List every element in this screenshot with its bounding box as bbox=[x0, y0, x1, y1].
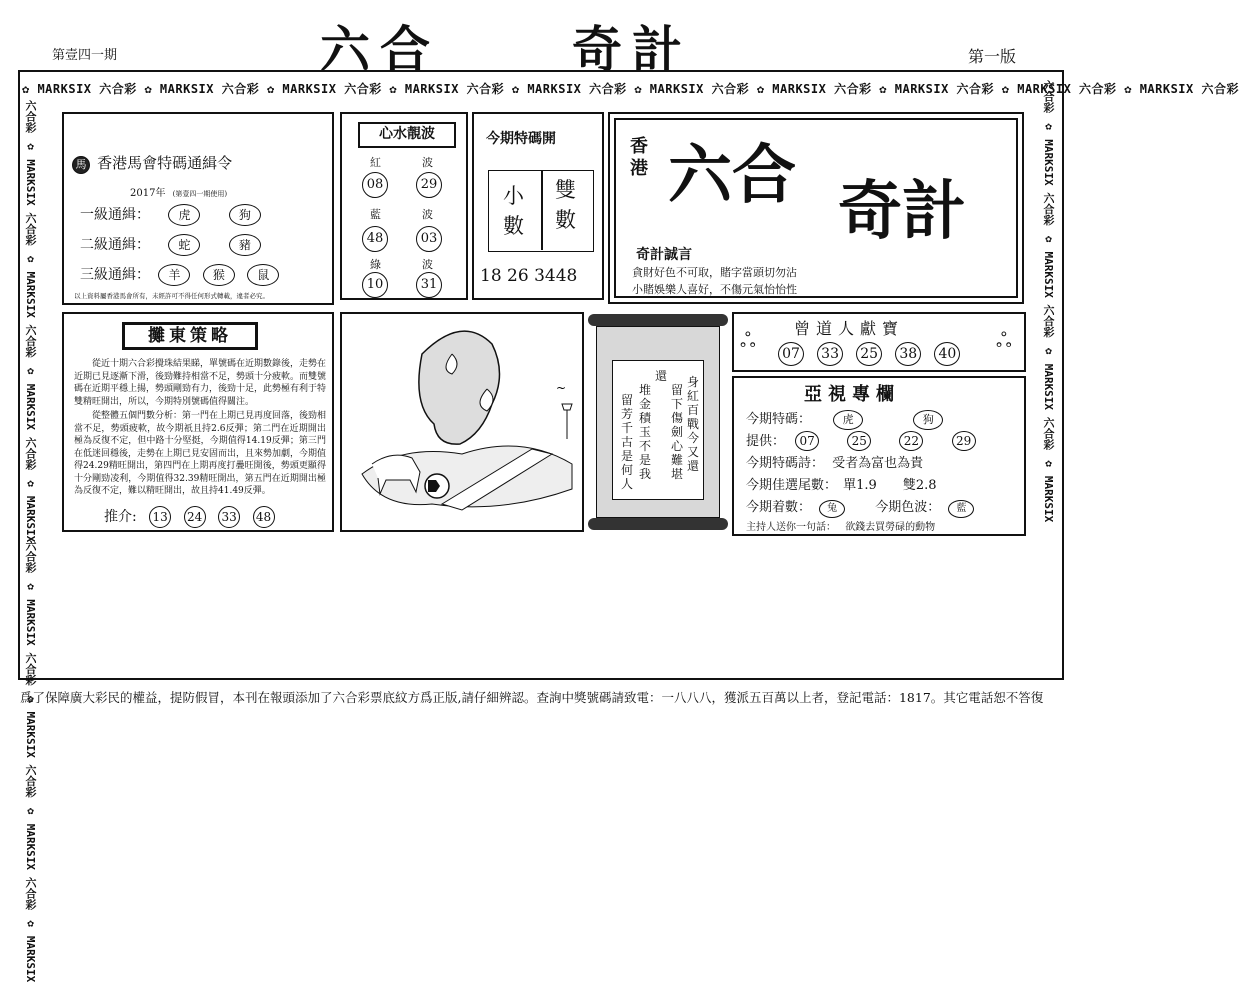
cartoon-illustration bbox=[342, 314, 582, 530]
issue-number: 第壹四一期 bbox=[52, 48, 118, 63]
wave-label: 波 bbox=[422, 156, 433, 169]
asia-special-label: 今期特碼： bbox=[746, 412, 812, 427]
scroll-col-2: 身紅百戰今又還 bbox=[687, 375, 700, 473]
zodiac-tag: 狗 bbox=[913, 410, 943, 430]
footer-notice: 爲了保障廣大彩民的權益，提防假冒，本刊在報頭添加了六合彩票底紋方爲正版,請仔細辨認。查詢中獎號碼請致電：一八八八，獲派五百萬以上者，登記電話：1817。其它電話恕不答復 bbox=[20, 690, 1044, 705]
strategy-title: 攤東策略 bbox=[122, 322, 258, 350]
wanted-panel bbox=[62, 112, 334, 305]
asia-poem-label: 今期特碼詩： bbox=[746, 456, 825, 471]
svg-text:~: ~ bbox=[556, 381, 567, 395]
strategy-paragraph-2: 從整體五個門數分析：第一門在上期已見再度回落，後勁相當不足，勢頭疲軟，故今期祇且持2.6反彈；第二門在近期開出極為反復不定，但中路十分堅挺，今期值得14.19反彈；第三門在低迷回穩後，走勢在上期已見安固而出，且來勢加劇，今期值得24.29精旺開出，第四門在上期再度打疊旺開後，勢頭更顯得十分剛勁凌利，今期值得32.39精旺開出，第五門在近期開出極為反復不定，難以精旺開出，故且持41.49反彈。 bbox=[74, 411, 327, 496]
scroll-col-5: 留芳千古是何人 bbox=[621, 393, 634, 491]
wanted-row-3 bbox=[80, 264, 279, 286]
flame-icon: ஃ bbox=[996, 328, 1012, 352]
heart-number: 48 bbox=[362, 226, 388, 252]
provide-number: 25 bbox=[847, 431, 871, 451]
wave-label: 波 bbox=[422, 258, 433, 271]
scroll-panel bbox=[588, 312, 728, 532]
special-left: 小數 bbox=[503, 184, 524, 238]
zodiac-tag: 羊 bbox=[158, 264, 190, 286]
logo-title-1: 六合 bbox=[668, 139, 796, 213]
asia-panel bbox=[732, 376, 1026, 536]
horse-icon: 馬 bbox=[72, 156, 90, 174]
pick-number: 13 bbox=[149, 506, 171, 528]
zodiac-tag: 猴 bbox=[203, 264, 235, 286]
scroll-bottom-rod bbox=[588, 518, 728, 530]
special-title: 今期特碼開 bbox=[486, 131, 556, 147]
wanted-title: 香港馬會特碼通緝令 bbox=[97, 154, 233, 172]
wanted-row-label: 一級通緝： bbox=[80, 207, 150, 223]
special-panel bbox=[472, 112, 604, 300]
asia-provide-label: 提供： bbox=[746, 434, 786, 449]
treasure-title: 曾道人獻寶 bbox=[794, 319, 905, 338]
color-tag: 藍 bbox=[948, 500, 974, 518]
logo-title-2: 奇計 bbox=[838, 175, 966, 249]
motto-line-1: 貪財好色不可取，賭字當頭切勿沾 bbox=[632, 266, 797, 279]
motto-line-2: 小賭娛樂人喜好，不傷元氣怡怡性 bbox=[632, 283, 797, 296]
treasure-number: 33 bbox=[817, 342, 843, 366]
heart-title: 心水靚波 bbox=[358, 122, 456, 148]
treasure-number: 07 bbox=[778, 342, 804, 366]
wave-label: 波 bbox=[422, 208, 433, 221]
edition-label: 第一版 bbox=[968, 47, 1017, 66]
wave-label: 藍 bbox=[370, 208, 381, 221]
wanted-row-2 bbox=[80, 234, 261, 256]
wave-label: 綠 bbox=[370, 258, 381, 271]
scroll-top-rod bbox=[588, 314, 728, 326]
asia-title: 亞視專欄 bbox=[804, 384, 900, 405]
logo-prefix: 香港 bbox=[630, 136, 648, 179]
provide-number: 07 bbox=[795, 431, 819, 451]
heart-panel bbox=[340, 112, 468, 300]
strategy-panel bbox=[62, 312, 334, 532]
wanted-row-1 bbox=[80, 204, 261, 226]
zodiac-tag: 狗 bbox=[229, 204, 261, 226]
pick-number: 24 bbox=[184, 506, 206, 528]
heart-number: 10 bbox=[362, 272, 388, 298]
provide-number: 22 bbox=[899, 431, 923, 451]
wanted-year: 2017年 bbox=[130, 188, 166, 199]
zodiac-tag: 豬 bbox=[229, 234, 261, 256]
motto-title: 奇計誠言 bbox=[636, 247, 692, 263]
heart-number: 29 bbox=[416, 172, 442, 198]
scroll-col-4: 堆金積玉不是我 bbox=[639, 383, 652, 481]
wanted-year-note: (第壹四一期使用) bbox=[172, 190, 228, 198]
zodiac-tag: 虎 bbox=[168, 204, 200, 226]
zodiac-tag: 兔 bbox=[819, 500, 845, 518]
wanted-row-label: 二級通緝： bbox=[80, 237, 150, 253]
special-right: 雙數 bbox=[555, 178, 576, 232]
asia-color-label: 今期色波： bbox=[875, 500, 941, 515]
treasure-number: 25 bbox=[856, 342, 882, 366]
masthead-title-2: 奇計 bbox=[572, 21, 692, 79]
left-marksix-strip-lower: 六合彩 ✿ MARKSIX 六合彩 ✿ MARKSIX 六合彩 ✿ MARKSIX 六合彩 ✿ MARKSIX bbox=[24, 540, 37, 982]
pick-number: 33 bbox=[218, 506, 240, 528]
pick-number: 48 bbox=[253, 506, 275, 528]
asia-host-quote: 欲錢去買勞碌的動物 bbox=[845, 522, 936, 533]
asia-count-label: 今期着數： bbox=[746, 500, 812, 515]
provide-number: 29 bbox=[952, 431, 976, 451]
top-marksix-strip: ✿ MARKSIX 六合彩 ✿ MARKSIX 六合彩 ✿ MARKSIX 六合彩 ✿ MARKSIX 六合彩 ✿ MARKSIX 六合彩 ✿ MARKSIX 六合彩 ✿ MARKSIX 六合彩 ✿ MARKSIX 六合彩 ✿ MARKSIX 六合彩 ✿ MARKSIX 六合彩 bbox=[22, 82, 1239, 96]
zodiac-tag: 蛇 bbox=[168, 234, 200, 256]
treasure-numbers bbox=[778, 342, 960, 366]
heart-number: 03 bbox=[416, 226, 442, 252]
scroll-text-box bbox=[612, 360, 704, 500]
strategy-paragraph-1: 從近十期六合彩攪珠結果睇，單號碼在近期數錄後，走勢在近期已見逐漸下滑，後勁難持相當不足，勢頭十分疲軟。而雙號碼在近期平穩上揚，勢頭剛勁有力，後勁十足，此勢極有利于特雙精旺開出，所以，今期特別號碼值得關注。 bbox=[74, 359, 327, 407]
treasure-number: 38 bbox=[895, 342, 921, 366]
right-marksix-strip: 六合彩 ✿ MARKSIX 六合彩 ✿ MARKSIX 六合彩 ✿ MARKSIX 六合彩 ✿ MARKSIX bbox=[1042, 80, 1055, 523]
scroll-col-1: 還 bbox=[655, 369, 668, 383]
asia-host-label: 主持人送你一句話： bbox=[746, 522, 836, 533]
zodiac-tag: 鼠 bbox=[247, 264, 279, 286]
special-result-box bbox=[488, 170, 594, 252]
heart-number: 31 bbox=[416, 272, 442, 298]
wanted-footnote: 以上資料屬香港馬會所有，未經許可不得任何形式轉載，違者必究。 bbox=[74, 292, 269, 300]
wanted-row-label: 三級通緝： bbox=[80, 267, 150, 283]
zodiac-tag: 虎 bbox=[833, 410, 863, 430]
illustration-panel bbox=[340, 312, 584, 532]
strategy-picks bbox=[104, 506, 275, 528]
masthead-title-1: 六合 bbox=[320, 21, 440, 79]
heart-number: 08 bbox=[362, 172, 388, 198]
treasure-number: 40 bbox=[934, 342, 960, 366]
left-marksix-strip: 六合彩 ✿ MARKSIX 六合彩 ✿ MARKSIX 六合彩 ✿ MARKSIX 六合彩 ✿ MARKSIX bbox=[24, 100, 37, 543]
scroll-col-3: 留下傷劍心難堪 bbox=[671, 383, 684, 481]
special-numbers: 18 26 3448 bbox=[480, 266, 578, 286]
picks-label: 推介: bbox=[104, 509, 137, 525]
treasure-panel bbox=[732, 312, 1026, 372]
asia-tail-value: 單1.9 雙2.8 bbox=[843, 478, 937, 493]
wanted-header bbox=[72, 152, 232, 174]
asia-tail-label: 今期佳選尾數： bbox=[746, 478, 838, 493]
logo-panel bbox=[608, 112, 1024, 304]
asia-poem: 受者為富也為貴 bbox=[832, 456, 924, 471]
wave-label: 紅 bbox=[370, 156, 381, 169]
flame-icon: ஃ bbox=[740, 328, 756, 352]
